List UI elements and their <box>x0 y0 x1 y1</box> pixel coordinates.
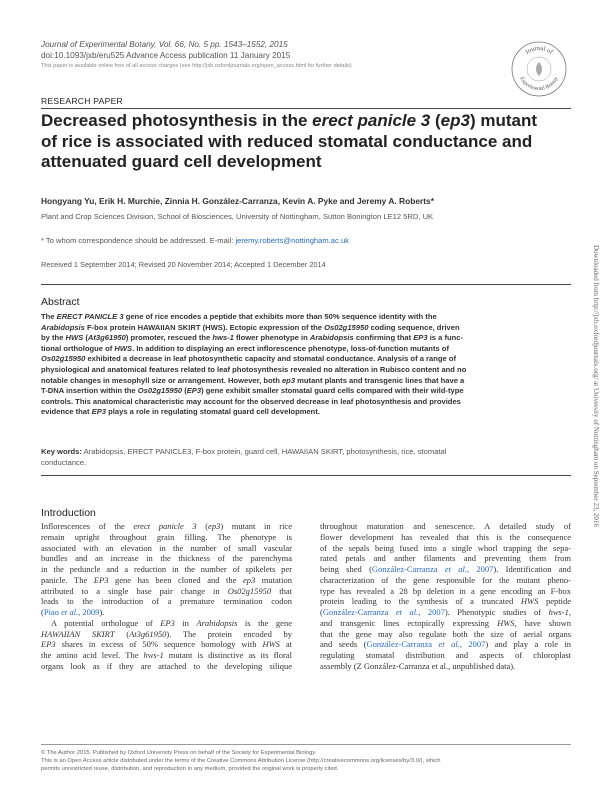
abstract-line: evidence that EP3 plays a role in regulating stomatal guard cell development. <box>41 407 320 417</box>
abstract-body <box>41 312 571 418</box>
journal-logo <box>510 40 568 98</box>
keywords: Key words: Arabidopsis, ERECT PANICLE3, F-box protein, guard cell, HAWAIIAN SKIRT, photosynthesis, rice, stomatal conductance. <box>41 447 447 467</box>
text-line: the amino acid level. The hws-1 mutant is distinctive as its floral <box>41 650 292 660</box>
text-line: attributed to a single base pair change in Os02g15950 that <box>41 585 292 596</box>
abstract-line: T-DNA insertion within the Os02g15950 (EP3) gene exhibit smaller stomatal guard cells compared with their wild-type <box>41 386 464 396</box>
text-line: (Piao et al., 2009). <box>41 607 105 617</box>
text-line: and transgenic lines ectopically expressing HWS, have shown <box>320 617 571 628</box>
text-line: protein leading to the synthesis of a truncated HWS peptide <box>320 596 571 607</box>
text-line: Inflorescences of the erect panicle 3 (ep3) mutant in rice <box>41 521 292 531</box>
text-line: panicle. The EP3 gene has been cloned and the ep3 mutation <box>41 574 292 585</box>
text-line: leads to the introduction of a premature termination codon <box>41 596 292 607</box>
introduction-heading: Introduction <box>41 507 96 519</box>
text-line: characterization of the gene responsible for the mutant pheno- <box>320 574 571 585</box>
introduction-column-right <box>320 521 571 672</box>
text-line: in the peduncle and a reduction in the number of spikelets per <box>41 564 292 574</box>
text-line: assembly (Z González-Carranza et al., unpublished data). <box>320 660 516 671</box>
abstract-line: physiological and anatomical features related to leaf photosynthesis revealed no alteration in Rubisco content and no <box>41 364 467 374</box>
text-line: type has revealed a 28 bp deletion in a gene encoding an F-box <box>320 585 571 596</box>
abstract-line: Os02g15950 exhibited a decrease in leaf photosynthetic capacity and stomatal conductance. Analysis of a range of <box>41 354 456 364</box>
paper-title: Decreased photosynthesis in the erect panicle 3 (ep3) mutant of rice is associated with reduced stomatal conductance and attenuated guard cell development <box>41 111 537 171</box>
divider <box>41 475 571 476</box>
text-line: being shed (González-Carranza et al., 2007). Identification and <box>320 564 572 574</box>
abstract-line: controls. This anatomical characteristic may account for the observed decrease in leaf photosynthesis and provides <box>41 396 461 406</box>
open-access-note: This paper is available online free of all access charges (see http://jxb.oxfordjournals.org/open_access.html for further details) <box>41 63 352 69</box>
text-line: A potential orthologue of EP3 in Arabidopsis is the gene <box>51 617 292 628</box>
author-list: Hongyang Yu, Erik H. Murchie, Zinnia H. González-Carranza, Kevin A. Pyke and Jeremy A. Roberts* <box>41 196 434 206</box>
text-line: and seeds (González-Carranza et al., 2007) and play a role in <box>320 639 572 650</box>
introduction-column-left <box>41 521 292 672</box>
text-line: of the sepals being fused into a single whorl trapping the sepa- <box>320 542 571 553</box>
email-link[interactable]: jeremy.roberts@nottingham.ac.uk <box>235 236 349 245</box>
logo-text-bottom: Experimental Botany <box>518 76 560 93</box>
text-line: EP3 shares in excess of 50% sequence homology with HWS at <box>41 639 293 650</box>
svg-text:Experimental Botany <box>518 76 560 92</box>
text-line: flower development has revealed that this is the consequence <box>320 531 571 542</box>
journal-line-1: Journal of Experimental Botany, Vol. 66, No. 5 pp. 1543–1552, 2015 <box>41 40 288 49</box>
text-line: HAWAIIAN SKIRT (At3g61950). The protein encoded by <box>41 628 292 639</box>
abstract-line: The ERECT PANICLE 3 gene of rice encodes a peptide that exhibits more than 50% sequence identity with the <box>41 312 437 321</box>
svg-text:Downloaded from http://jxb.oxf: Downloaded from http://jxb.oxfordjournals.org/ at University of Nottingham on September 23, 2016 <box>592 245 600 527</box>
logo-text-top: Journal of <box>523 44 555 56</box>
divider <box>41 744 571 745</box>
svg-text:Journal of <box>524 45 555 56</box>
text-line: that the gene may also regulate both the size of aerial organs <box>320 628 571 639</box>
license-footer: © The Author 2015. Published by Oxford University Press on behalf of the Society for Experimental Biology. This is an Open Access article distributed under the terms of the Creative Commons Attribution License (http://creativecommons.org/licenses/by/3.0/), which permits unrestricted reuse, distribution, and reproduction in any medium, provided the original work is properly cited. <box>41 750 441 772</box>
text-line: regulating stomatal distribution and aspects of chloroplast <box>320 650 571 660</box>
section-label: RESEARCH PAPER <box>41 96 123 106</box>
text-line: throughout maturation and senescence. A detailed study of <box>320 521 571 531</box>
text-line: bundles and an increase in the thickness of the parenchyma <box>41 553 292 564</box>
journal-citation <box>41 40 481 72</box>
abstract-line: by the HWS (At3g61950) promoter, rescued the hws-1 flower phenotype in Arabidopsis confirming that EP3 is a func- <box>41 333 464 343</box>
text-line: remain upright throughout grain filling. The phenotype is <box>41 531 292 542</box>
abstract-line: Arabidopsis F-box protein HAWAIIAN SKIRT (HWS). Ectopic expression of the Os02g15950 coding sequence, driven <box>41 322 460 332</box>
affiliation: Plant and Crop Sciences Division, School of Biosciences, University of Nottingham, Sutton Bonington LE12 5RD, UK <box>41 212 434 221</box>
keywords-label: Key words: <box>41 447 82 456</box>
text-line: organs look as if they are attached to the developing silique <box>41 660 292 671</box>
abstract-heading: Abstract <box>41 296 80 308</box>
abstract-line: tional orthologue of HWS. In addition to displaying an erect inflorescence phenotype, loss-of-function mutants of <box>41 343 449 353</box>
correspondence: * To whom correspondence should be addressed. E-mail: jeremy.roberts@nottingham.ac.uk <box>41 236 349 245</box>
dates: Received 1 September 2014; Revised 20 November 2014; Accepted 1 December 2014 <box>41 260 326 269</box>
text-line: (González-Carranza et al., 2007). Phenotypic studies of hws-1, <box>320 607 572 617</box>
abstract-line: notable changes in mesophyll size or arrangement. However, both ep3 mutant plants and transgenic lines that have a <box>41 375 465 385</box>
download-watermark <box>589 245 605 625</box>
divider <box>41 108 571 109</box>
text-line: rated petals and anther filaments and preventing them from <box>320 553 571 564</box>
text-line: associated with an elevation in the number of small vascular <box>41 542 292 553</box>
journal-line-2: doi:10.1093/jxb/eru525 Advance Access publication 11 January 2015 <box>41 50 291 60</box>
divider <box>41 284 571 285</box>
